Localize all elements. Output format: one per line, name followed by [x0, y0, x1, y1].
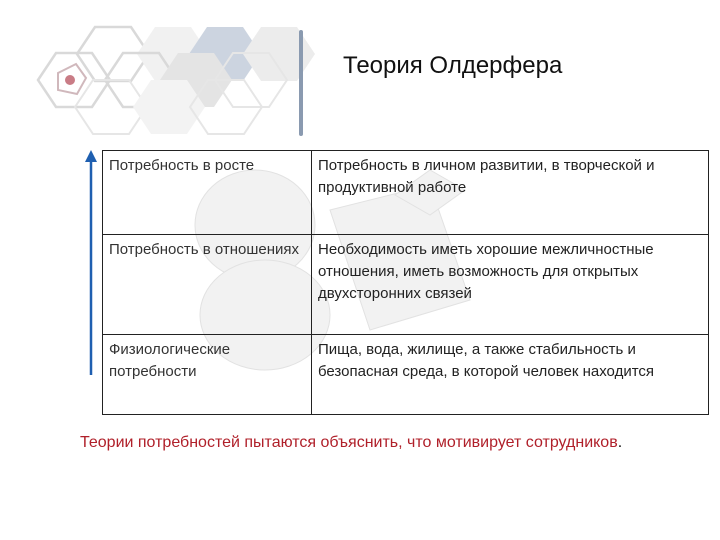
need-description: Потребность в личном развитии, в творческой и продуктивной работе [312, 151, 709, 235]
need-description: Пища, вода, жилище, а также стабильность и безопасная среда, в которой человек находится [312, 335, 709, 415]
table-row [103, 151, 709, 235]
footer-note-period: . [617, 434, 623, 451]
need-label: Физиологические потребности [103, 335, 312, 415]
need-label: Потребность в росте [103, 151, 312, 235]
need-description: Необходимость иметь хорошие межличностные отношения, иметь возможность для открытых двухсторонних связей [312, 235, 709, 335]
table-row [103, 335, 709, 415]
needs-table [102, 150, 709, 415]
slide-title: Теория Олдерфера [343, 52, 563, 79]
need-label: Потребность в отношениях [103, 235, 312, 335]
up-arrow-icon [84, 150, 98, 375]
title-divider [299, 30, 303, 136]
footer-note-text: Теории потребностей пытаются объяснить, что мотивирует сотрудников [80, 434, 618, 451]
table-row [103, 235, 709, 335]
accent-dot-icon [65, 75, 75, 85]
footer-note [80, 434, 622, 452]
